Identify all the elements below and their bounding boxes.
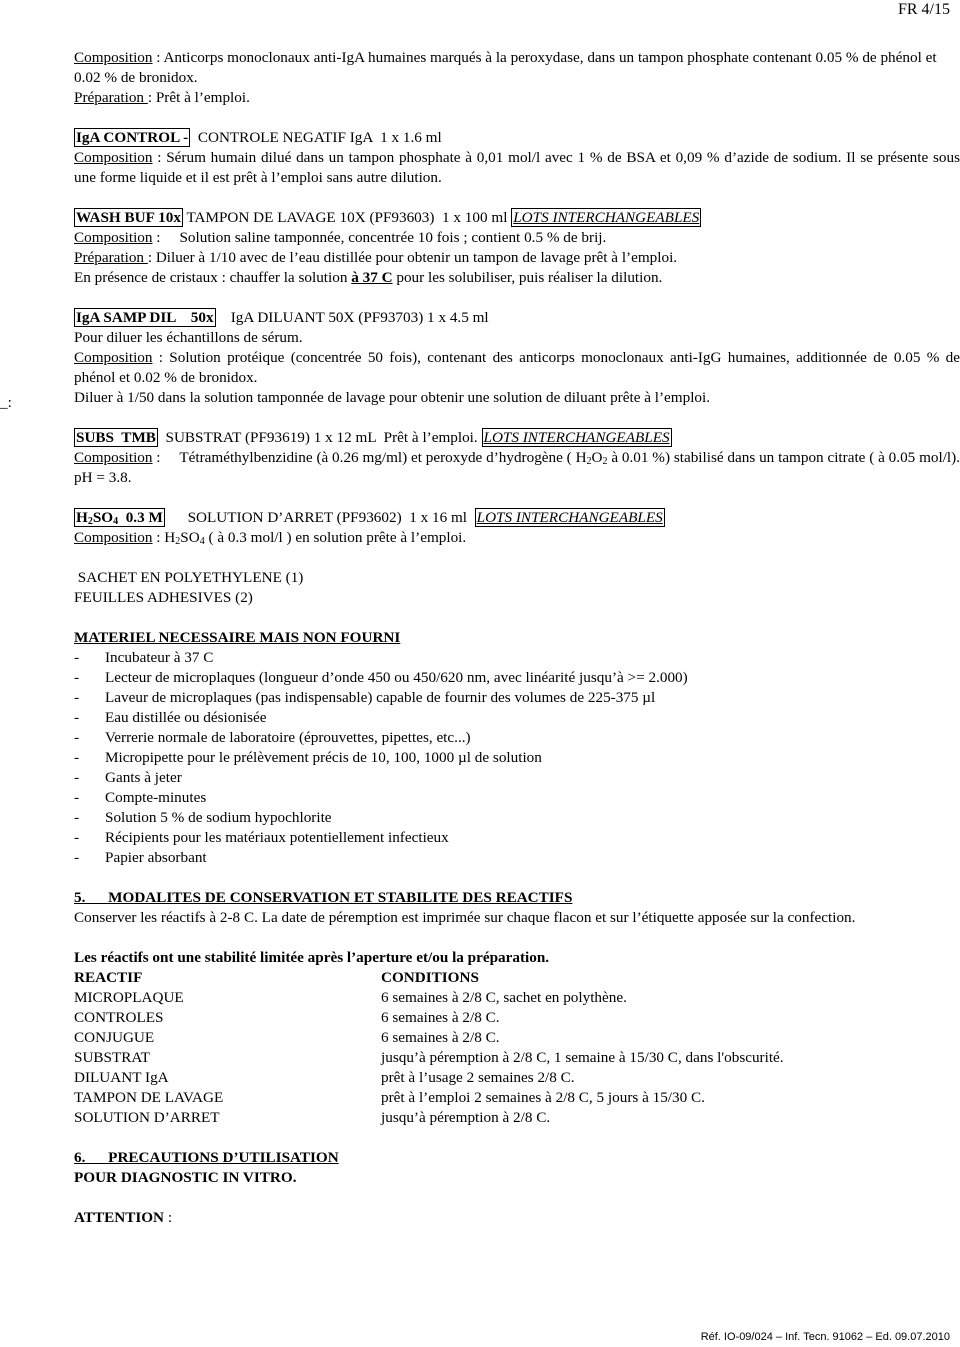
cell-conditions: jusqu’à péremption à 2/8 C, 1 semaine à 15/30 C, dans l'obscurité. (381, 1049, 784, 1066)
subs-title: SUBS TMB (76, 429, 156, 446)
list-item (74, 688, 960, 708)
list-item-text: Solution 5 % de sodium hypochlorite (105, 809, 332, 826)
conjugate-preparation: Préparation : Prêt à l’emploi. (74, 89, 250, 106)
materials-title: MATERIEL NECESSAIRE MAIS NON FOURNI (74, 629, 401, 646)
list-dash: - (74, 709, 80, 726)
wash-heading: WASH BUF 10x TAMPON DE LAVAGE 10X (PF93603) 1 x 100 ml LOTS INTERCHANGEABLES (76, 209, 700, 226)
section-5-title: 5. MODALITES DE CONSERVATION ET STABILITE DES REACTIFS (74, 889, 573, 906)
list-item (74, 788, 960, 808)
list-item-text: Lecteur de microplaques (longueur d’onde 450 ou 450/620 nm, avec linéarité jusqu’à >= 2.000) (105, 669, 688, 686)
cell-conditions: prêt à l’emploi 2 semaines à 2/8 C, 5 jours à 15/30 C. (381, 1089, 705, 1106)
interchangeable-badge: LOTS INTERCHANGEABLES (513, 209, 700, 226)
column-header-reactif: REACTIF (74, 969, 143, 986)
subs-composition: Composition : Tétraméthylbenzidine (à 0.26 mg/ml) et peroxyde d’hydrogène ( $H_2O_2$ à 0.01 %) stabilisé dans un tampon citrate ( à 0.05 mol/l). pH = 3.8. (74, 449, 960, 486)
column-header-conditions: CONDITIONS (381, 969, 479, 986)
table-header (74, 968, 960, 988)
list-item-text: Incubateur à 37 C (105, 649, 214, 666)
list-item (74, 828, 960, 848)
stop-composition: Composition : $H_2SO_4$ ( à 0.3 mol/l ) en solution prête à l’emploi. (74, 529, 467, 547)
document-body (74, 48, 960, 1228)
composition-label: Composition (74, 49, 153, 66)
table-row (74, 1048, 960, 1068)
list-item (74, 848, 960, 868)
list-item-text: Eau distillée ou désionisée (105, 709, 267, 726)
cell-reactif: TAMPON DE LAVAGE (74, 1089, 224, 1106)
cell-conditions: jusqu’à péremption à 2/8 C. (381, 1109, 551, 1126)
table-row (74, 988, 960, 1008)
footer-reference: Réf. IO-09/024 – Inf. Tecn. 91062 – Ed. 09.07.2010 (700, 1331, 950, 1343)
interchangeable-badge: LOTS INTERCHANGEABLES (483, 429, 670, 446)
conjugate-composition: Composition : Anticorps monoclonaux anti-IgA humaines marqués à la peroxydase, dans un tampon phosphate contenant 0.05 % de phénol et 0.02 % de bronidox. (74, 49, 937, 86)
control-section (74, 128, 960, 188)
section-5 (74, 888, 960, 1128)
wash-crystal-note: En présence de cristaux : chauffer la solution à 37 C pour les solubiliser, puis réaliser la dilution. (74, 269, 663, 286)
table-row (74, 1028, 960, 1048)
samp-purpose: Pour diluer les échantillons de sérum. (74, 329, 303, 346)
wash-preparation: Préparation : Diluer à 1/10 avec de l’eau distillée pour obtenir un tampon de lavage prêt à l’emploi. (74, 249, 678, 266)
section-6 (74, 1148, 960, 1228)
list-dash: - (74, 729, 80, 746)
list-dash: - (74, 849, 80, 866)
stability-table (74, 968, 960, 1128)
list-dash: - (74, 789, 80, 806)
list-dash: - (74, 649, 80, 666)
list-dash: - (74, 809, 80, 826)
list-dash: - (74, 769, 80, 786)
section-6-subtitle: POUR DIAGNOSTIC IN VITRO. (74, 1169, 297, 1186)
list-item (74, 728, 960, 748)
table-row (74, 1088, 960, 1108)
wash-section (74, 208, 960, 288)
list-dash: - (74, 669, 80, 686)
samp-title: IgA SAMP DIL 50x (76, 309, 214, 326)
materials-list (74, 648, 960, 868)
control-heading: IgA CONTROL - CONTROLE NEGATIF IgA 1 x 1.6 ml (76, 129, 442, 146)
list-dash: - (74, 749, 80, 766)
list-item (74, 648, 960, 668)
cell-reactif: MICROPLAQUE (74, 989, 184, 1006)
preparation-label: Préparation (74, 89, 148, 106)
section-5-text: Conserver les réactifs à 2-8 C. La date de péremption est imprimée sur chaque flacon et sur l’étiquette apposée sur la confection. (74, 909, 856, 926)
list-item-text: Papier absorbant (105, 849, 207, 866)
list-item-text: Gants à jeter (105, 769, 182, 786)
stop-title: $H_2SO_4$ 0.3 M (76, 509, 163, 527)
samp-dilution: Diluer à 1/50 dans la solution tamponnée de lavage pour obtenir une solution de diluant prête à l’emploi. (74, 389, 711, 406)
cell-conditions: 6 semaines à 2/8 C. (381, 1009, 500, 1026)
section-6-title: 6. PRECAUTIONS D’UTILISATION (74, 1149, 339, 1166)
cell-reactif: SUBSTRAT (74, 1049, 150, 1066)
extras-section (74, 568, 960, 608)
list-dash: - (74, 829, 80, 846)
stop-heading: $H_2SO_4$ 0.3 M SOLUTION D’ARRET (PF93602) 1 x 16 ml LOTS INTERCHANGEABLES (76, 509, 663, 527)
interchangeable-badge: LOTS INTERCHANGEABLES (476, 509, 663, 526)
cell-reactif: CONJUGUE (74, 1029, 155, 1046)
stop-section (74, 508, 960, 548)
cell-conditions: 6 semaines à 2/8 C, sachet en polythène. (381, 989, 627, 1006)
list-item-text: Micropipette pour le prélèvement précis de 10, 100, 1000 µl de solution (105, 749, 542, 766)
stability-title: Les réactifs ont une stabilité limitée après l’aperture et/ou la préparation. (74, 949, 550, 966)
list-item-text: Récipients pour les matériaux potentiellement infectieux (105, 829, 449, 846)
subs-heading: SUBS TMB SUBSTRAT (PF93619) 1 x 12 mL Prêt à l’emploi. LOTS INTERCHANGEABLES (76, 429, 670, 446)
conjugate-section (74, 48, 960, 108)
list-item (74, 768, 960, 788)
subs-section (74, 428, 960, 488)
samp-composition: Composition : Solution protéique (concentrée 50 fois), contenant des anticorps monoclonaux anti-IgG humaines, additionnée de 0.05 % de phénol et 0.02 % de bronidox. (74, 349, 960, 386)
wash-title: WASH BUF 10x (76, 209, 181, 226)
materials-section (74, 628, 960, 868)
list-item (74, 708, 960, 728)
control-composition: Composition : Sérum humain dilué dans un tampon phosphate à 0,01 mol/l avec 1 % de BSA et 0,09 % d’azide de sodium. Il se présente sous une forme liquide et il est prêt à l’emploi sans autre dilution. (74, 149, 960, 186)
cell-reactif: SOLUTION D’ARRET (74, 1109, 220, 1126)
table-row (74, 1108, 960, 1128)
list-item (74, 808, 960, 828)
table-row (74, 1008, 960, 1028)
list-item-text: Compte-minutes (105, 789, 207, 806)
extras-bag: SACHET EN POLYETHYLENE (1) (74, 569, 304, 586)
list-item-text: Verrerie normale de laboratoire (éprouvettes, pipettes, etc...) (105, 729, 471, 746)
cell-conditions: 6 semaines à 2/8 C. (381, 1029, 500, 1046)
wash-composition: Composition : Solution saline tamponnée, concentrée 10 fois ; contient 0.5 % de brij. (74, 229, 607, 246)
list-item (74, 748, 960, 768)
control-title: IgA CONTROL - (76, 129, 189, 146)
list-item (74, 668, 960, 688)
samp-section (74, 308, 960, 408)
samp-heading: IgA SAMP DIL 50x IgA DILUANT 50X (PF93703) 1 x 4.5 ml (76, 309, 489, 326)
list-item-text: Laveur de microplaques (pas indispensable) capable de fournir des volumes de 225-375 µl (105, 689, 656, 706)
list-dash: - (74, 689, 80, 706)
cell-reactif: DILUANT IgA (74, 1069, 169, 1086)
attention-line: ATTENTION : (74, 1209, 173, 1226)
table-row (74, 1068, 960, 1088)
cell-conditions: prêt à l’usage 2 semaines 2/8 C. (381, 1069, 575, 1086)
page-number: FR 4/15 (897, 1, 950, 18)
cell-reactif: CONTROLES (74, 1009, 164, 1026)
extras-sheets: FEUILLES ADHESIVES (2) (74, 589, 253, 606)
margin-mark: _: (0, 394, 12, 411)
